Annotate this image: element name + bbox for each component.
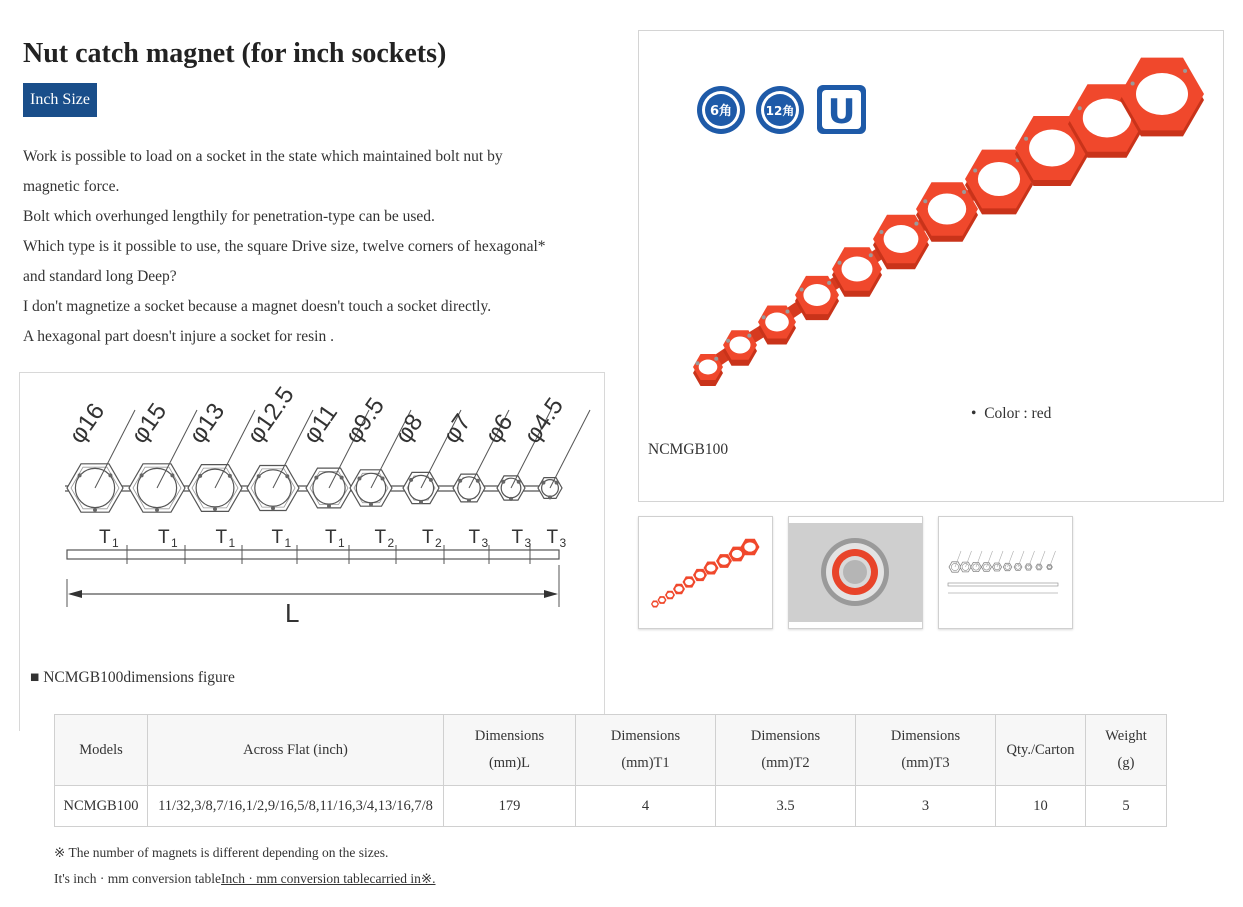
cell-weight: 5 (1086, 786, 1167, 827)
spec-table (54, 714, 1167, 827)
hex-icon-label: 6角 (709, 104, 733, 119)
thickness-label: T (325, 527, 337, 548)
cell-dimension-t3: 3 (856, 786, 996, 827)
description-line: magnetic force. (23, 178, 120, 195)
thickness-label: T (99, 527, 111, 548)
header-dimension-t1: Dimensions (mm)T1 (576, 715, 716, 786)
thickness-subscript: 1 (338, 536, 345, 550)
description-line: A hexagonal part doesn't injure a socket for resin . (23, 328, 334, 345)
thumbnail-product[interactable] (638, 516, 773, 629)
conversion-note-prefix: It's inch · mm conversion table (54, 871, 222, 886)
thickness-subscript: 1 (112, 536, 119, 550)
product-description (23, 142, 623, 352)
diameter-label: φ6 (479, 409, 519, 449)
thickness-subscript: 3 (559, 536, 567, 550)
length-label: L (285, 598, 300, 628)
main-product-photo (638, 30, 1224, 502)
color-list-item (971, 405, 1051, 423)
diameter-label: φ4.5 (518, 392, 569, 449)
cell-dimension-t1: 4 (576, 786, 716, 827)
deep-icon-label: U (827, 92, 856, 132)
table-row (55, 786, 1167, 827)
diameter-label: φ7 (437, 409, 477, 449)
thumbnail-dimensions[interactable] (938, 516, 1073, 629)
diameter-label: φ12.5 (241, 381, 300, 449)
diameter-label: φ13 (183, 398, 231, 449)
figure-nut-10 (519, 393, 590, 499)
inch-size-badge: Inch Size (23, 83, 97, 117)
thickness-label: T (511, 527, 524, 548)
thickness-subscript: 2 (435, 536, 442, 550)
header-dimension-t3: Dimensions (mm)T3 (856, 715, 996, 786)
thickness-subscript: 1 (171, 536, 178, 550)
thumbnail-dimensions-image (939, 517, 1072, 628)
thumbnail-product-image (639, 517, 772, 628)
dimensions-figure-caption: ■ NCMGB100dimensions figure (30, 669, 235, 686)
description-line: and standard long Deep? (23, 268, 177, 285)
thickness-label: T (546, 527, 559, 548)
conversion-table-link[interactable]: Inch · mm conversion tablecarried in※. (221, 871, 436, 886)
cell-across-flat: 11/32,3/8,7/16,1/2,9/16,5/8,11/16,3/4,13/16,7/8 (148, 786, 444, 827)
diameter-label: φ11 (297, 399, 344, 449)
table-header-row (55, 715, 1167, 786)
product-photo-illustration (639, 31, 1223, 431)
header-across-flat: Across Flat (inch) (148, 715, 444, 786)
thickness-label: T (271, 527, 284, 548)
header-dimension-l: Dimensions (mm)L (444, 715, 576, 786)
thickness-subscript: 3 (481, 536, 489, 550)
header-dimension-t2: Dimensions (mm)T2 (716, 715, 856, 786)
diameter-label: φ9.5 (339, 392, 390, 449)
deep-socket-icon (817, 85, 866, 134)
thickness-label: T (422, 527, 434, 548)
twelve-icon-label: 12角 (765, 104, 795, 118)
thickness-subscript: 3 (524, 536, 532, 550)
header-models: Models (55, 715, 148, 786)
thickness-label: T (215, 527, 228, 548)
color-value: Color : red (984, 405, 1052, 422)
cell-dimension-t2: 3.5 (716, 786, 856, 827)
thickness-label: T (158, 527, 170, 548)
thickness-subscript: 2 (387, 536, 395, 550)
description-line: Bolt which overhunged lengthily for penetration-type can be used. (23, 208, 435, 225)
page-title: Nut catch magnet (for inch sockets) (23, 38, 447, 69)
diameter-label: φ15 (125, 398, 173, 449)
header-weight: Weight (g) (1086, 715, 1167, 786)
dimensions-figure-box (19, 372, 605, 731)
cell-qty-carton: 10 (996, 786, 1086, 827)
description-line: Work is possible to load on a socket in the state which maintained bolt nut by (23, 148, 503, 165)
diameter-label: φ8 (389, 409, 429, 449)
hex-6-corner-icon (697, 86, 745, 134)
thumbnail-socket-image (789, 517, 922, 628)
thickness-label: T (374, 527, 387, 548)
side-view-strip (67, 550, 559, 559)
conversion-note (54, 871, 436, 887)
header-qty-carton: Qty./Carton (996, 715, 1086, 786)
figure-nut-6 (340, 393, 411, 507)
thickness-subscript: 1 (228, 536, 236, 550)
thickness-label: T (468, 527, 481, 548)
thumbnail-in-socket[interactable] (788, 516, 923, 629)
magnet-note: ※ The number of magnets is different depending on the sizes. (54, 845, 389, 860)
dimensions-figure-drawing (20, 373, 604, 663)
diameter-label: φ16 (63, 398, 111, 449)
bullet-icon: • (971, 405, 977, 422)
figure-nut-2 (126, 398, 197, 512)
thickness-subscript: 1 (284, 536, 292, 550)
description-line: I don't magnetize a socket because a magnet doesn't touch a socket directly. (23, 298, 492, 315)
description-line: Which type is it possible to use, the square Drive size, twelve corners of hexagonal* (23, 238, 546, 255)
twelve-corner-icon (756, 86, 804, 134)
cell-model: NCMGB100 (55, 786, 148, 827)
photo-model-label: NCMGB100 (648, 441, 729, 458)
cell-dimension-l: 179 (444, 786, 576, 827)
figure-nut-1 (64, 398, 135, 512)
